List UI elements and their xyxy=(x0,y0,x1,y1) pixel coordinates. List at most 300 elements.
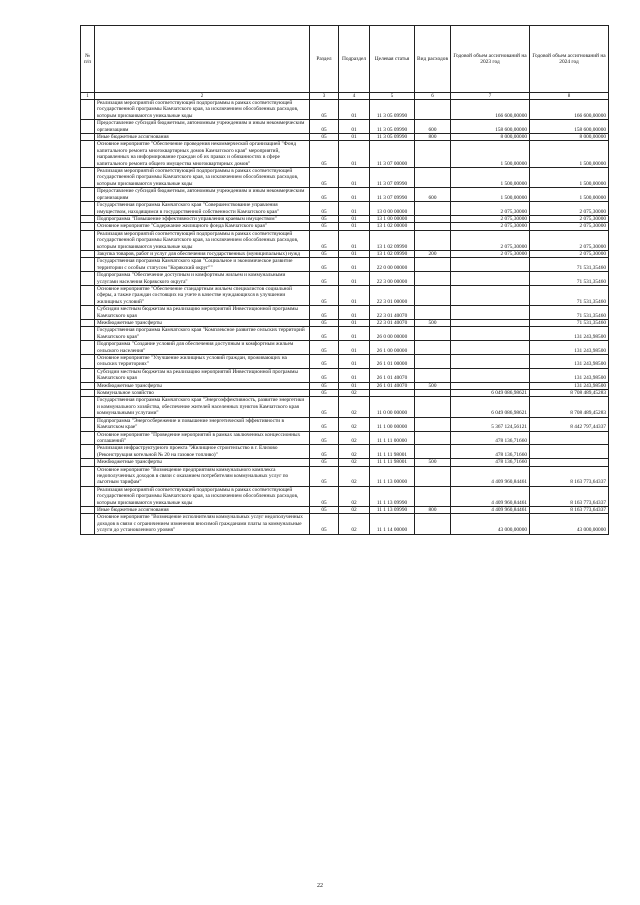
amount-2024-cell: 43 000,00000 xyxy=(530,514,609,534)
podrazdel-cell: 01 xyxy=(339,120,370,134)
target-article-cell: 11 3 07 09990 xyxy=(370,168,415,188)
table-row xyxy=(81,390,609,397)
index-cell xyxy=(81,506,95,513)
podrazdel-cell: 01 xyxy=(339,141,370,168)
target-article-cell: 22 3 01 00000 xyxy=(370,285,415,305)
razdel-cell: 05 xyxy=(310,466,339,486)
razdel-cell: 05 xyxy=(310,223,339,230)
expense-type-cell xyxy=(415,223,451,230)
target-article-cell: 11 1 11 00000 xyxy=(370,431,415,445)
razdel-cell: 05 xyxy=(310,188,339,202)
table-row xyxy=(81,258,609,272)
amount-2023-cell xyxy=(451,285,530,305)
table-row xyxy=(81,100,609,120)
column-number: 1 xyxy=(81,93,95,100)
expense-type-cell xyxy=(415,285,451,305)
razdel-cell: 05 xyxy=(310,202,339,216)
index-cell xyxy=(81,355,95,369)
amount-2023-cell: 478 136,71660 xyxy=(451,445,530,459)
podrazdel-cell: 01 xyxy=(339,306,370,320)
amount-2024-cell xyxy=(530,459,609,466)
expense-type-cell xyxy=(415,417,451,431)
table-row xyxy=(81,445,609,459)
table-row xyxy=(81,355,609,369)
amount-2023-cell: 1 500,00000 xyxy=(451,141,530,168)
amount-2024-cell: 166 600,00000 xyxy=(530,100,609,120)
podrazdel-cell: 01 xyxy=(339,202,370,216)
item-name: Подпрограмма "Энергосбережение и повышение энергетической эффективности в Камчатском крае" xyxy=(95,417,310,431)
index-cell xyxy=(81,397,95,417)
item-name: Основное мероприятие "Возмещение предприятиям коммунального комплекса недополученных доходов в связи с оказанием потребителям коммунальных услуг по льготным тарифам" xyxy=(95,466,310,486)
index-cell xyxy=(81,390,95,397)
index-cell xyxy=(81,445,95,459)
table-row xyxy=(81,223,609,230)
amount-2023-cell: 8 000,00000 xyxy=(451,134,530,141)
razdel-cell: 05 xyxy=(310,355,339,369)
item-name: Подпрограмма "Повышение эффективности управления краевым имуществом" xyxy=(95,215,310,222)
amount-2024-cell: 1 500,00000 xyxy=(530,141,609,168)
podrazdel-cell: 01 xyxy=(339,215,370,222)
table-row xyxy=(81,306,609,320)
expense-type-cell xyxy=(415,215,451,222)
razdel-cell: 05 xyxy=(310,168,339,188)
item-name: Иные бюджетные ассигнования xyxy=(95,506,310,513)
razdel-cell: 05 xyxy=(310,320,339,327)
index-cell xyxy=(81,306,95,320)
target-article-cell: 26 1 01 00000 xyxy=(370,355,415,369)
razdel-cell: 05 xyxy=(310,486,339,506)
amount-2024-cell: 8 163 773,64337 xyxy=(530,466,609,486)
item-name: Основное мероприятие "Возмещение исполнителям коммунальных услуг недополученных доходов в связи с ограничением изменения вносимой гражданами платы за коммунальные услуги до установленного уровня" xyxy=(95,514,310,534)
table-row xyxy=(81,285,609,305)
amount-2024-cell: 8 442 797,44337 xyxy=(530,417,609,431)
expense-type-cell xyxy=(415,100,451,120)
table-row xyxy=(81,431,609,445)
index-cell xyxy=(81,168,95,188)
item-name: Основное мероприятие "Содержание жилищного фонда Камчатского края" xyxy=(95,223,310,230)
item-name: Иные бюджетные ассигнования xyxy=(95,134,310,141)
header-target-article: Целевая статья xyxy=(370,26,415,93)
table-row xyxy=(81,230,609,250)
index-cell xyxy=(81,417,95,431)
amount-2023-cell xyxy=(451,355,530,369)
item-name: Государственная программа Камчатского края "Энергоэффективность, развитие энергетики и коммунального хозяйства, обеспечение жителей населенных пунктов Камчатского края коммунальными услугами" xyxy=(95,397,310,417)
target-article-cell: 11 3 05 09990 xyxy=(370,120,415,134)
podrazdel-cell: 02 xyxy=(339,445,370,459)
razdel-cell: 05 xyxy=(310,250,339,257)
amount-2023-cell xyxy=(451,382,530,389)
budget-table xyxy=(80,25,609,535)
page-number: 22 xyxy=(317,883,323,889)
podrazdel-cell: 02 xyxy=(339,417,370,431)
razdel-cell: 05 xyxy=(310,285,339,305)
target-article-cell: 11 3 07 00000 xyxy=(370,141,415,168)
amount-2023-cell xyxy=(451,272,530,286)
table-row xyxy=(81,368,609,382)
amount-2023-cell xyxy=(451,327,530,341)
amount-2023-cell: 4 409 960,84461 xyxy=(451,506,530,513)
item-name: Межбюджетные трансферты xyxy=(95,459,310,466)
podrazdel-cell: 02 xyxy=(339,397,370,417)
podrazdel-cell: 01 xyxy=(339,223,370,230)
amount-2024-cell: 131 243,98500 xyxy=(530,355,609,369)
index-cell xyxy=(81,202,95,216)
razdel-cell: 05 xyxy=(310,514,339,534)
table-row xyxy=(81,272,609,286)
index-cell xyxy=(81,100,95,120)
table-row xyxy=(81,417,609,431)
target-article-cell: 11 1 11 98001 xyxy=(370,459,415,466)
target-article-cell: 13 1 00 00000 xyxy=(370,215,415,222)
amount-2024-cell: 2 075,30000 xyxy=(530,230,609,250)
amount-2023-cell: 4 409 960,84461 xyxy=(451,486,530,506)
amount-2024-cell: 131 243,98500 xyxy=(530,382,609,389)
target-article-cell: 11 3 05 09990 xyxy=(370,134,415,141)
column-number: 4 xyxy=(339,93,370,100)
table-row xyxy=(81,188,609,202)
expense-type-cell: 600 xyxy=(415,188,451,202)
podrazdel-cell: 02 xyxy=(339,506,370,513)
table-header xyxy=(81,26,609,100)
amount-2024-cell: 8 708 489,45283 xyxy=(530,397,609,417)
index-cell xyxy=(81,134,95,141)
amount-2024-cell xyxy=(530,445,609,459)
index-cell xyxy=(81,258,95,272)
item-name: Закупка товаров, работ и услуг для обеспечения государственных (муниципальных) нужд xyxy=(95,250,310,257)
podrazdel-cell: 01 xyxy=(339,320,370,327)
target-article-cell: 26 1 01 40070 xyxy=(370,368,415,382)
item-name: Межбюджетные трансферты xyxy=(95,382,310,389)
podrazdel-cell: 01 xyxy=(339,368,370,382)
target-article-cell: 22 0 00 00000 xyxy=(370,258,415,272)
index-cell xyxy=(81,382,95,389)
target-article-cell: 13 0 00 00000 xyxy=(370,202,415,216)
razdel-cell: 05 xyxy=(310,431,339,445)
index-cell xyxy=(81,341,95,355)
target-article-cell: 22 3 00 00000 xyxy=(370,272,415,286)
table-row xyxy=(81,202,609,216)
razdel-cell: 05 xyxy=(310,327,339,341)
amount-2023-cell: 2 075,30000 xyxy=(451,215,530,222)
razdel-cell: 05 xyxy=(310,382,339,389)
header-podrazdel: Подраздел xyxy=(339,26,370,93)
podrazdel-cell: 01 xyxy=(339,285,370,305)
target-article-cell: 22 3 01 40070 xyxy=(370,306,415,320)
amount-2024-cell: 71 531,35460 xyxy=(530,320,609,327)
expense-type-cell xyxy=(415,272,451,286)
item-name: Реализация инфраструктурного проекта "Жилищное строительство в г. Елизово (Реконструкция котельной № 20 на газовое топливо)" xyxy=(95,445,310,459)
item-name: Субсидии местным бюджетам на реализацию мероприятий Инвестиционной программы Камчатского края xyxy=(95,306,310,320)
index-cell xyxy=(81,285,95,305)
podrazdel-cell: 02 xyxy=(339,431,370,445)
table-row xyxy=(81,168,609,188)
expense-type-cell xyxy=(415,230,451,250)
table-row xyxy=(81,506,609,513)
podrazdel-cell: 01 xyxy=(339,134,370,141)
expense-type-cell xyxy=(415,202,451,216)
target-article-cell: 13 1 02 00000 xyxy=(370,223,415,230)
header-expense-type: Вид расходов xyxy=(415,26,451,93)
expense-type-cell: 500 xyxy=(415,320,451,327)
podrazdel-cell: 01 xyxy=(339,382,370,389)
item-name: Подпрограмма "Обеспечение доступным и комфортным жильем и коммунальными услугами населения Корякского округа" xyxy=(95,272,310,286)
amount-2023-cell: 158 600,00000 xyxy=(451,120,530,134)
expense-type-cell xyxy=(415,390,451,397)
table-row xyxy=(81,141,609,168)
target-article-cell: 11 1 11 98001 xyxy=(370,445,415,459)
podrazdel-cell: 02 xyxy=(339,466,370,486)
expense-type-cell xyxy=(415,445,451,459)
index-cell xyxy=(81,272,95,286)
razdel-cell: 05 xyxy=(310,306,339,320)
header-razdel: Раздел xyxy=(310,26,339,93)
item-name: Государственная программа Камчатского края "Социальное и экономическое развитие территории с особым статусом "Корякский округ"" xyxy=(95,258,310,272)
index-cell xyxy=(81,459,95,466)
table-row xyxy=(81,134,609,141)
podrazdel-cell: 01 xyxy=(339,250,370,257)
expense-type-cell xyxy=(415,431,451,445)
table-row xyxy=(81,215,609,222)
target-article-cell: 11 1 13 00000 xyxy=(370,466,415,486)
amount-2024-cell: 1 500,00000 xyxy=(530,188,609,202)
podrazdel-cell: 01 xyxy=(339,258,370,272)
amount-2024-cell: 8 708 489,45283 xyxy=(530,390,609,397)
podrazdel-cell: 01 xyxy=(339,341,370,355)
expense-type-cell xyxy=(415,306,451,320)
item-name: Предоставление субсидий бюджетным, автономным учреждениям и иным некоммерческим организациям xyxy=(95,120,310,134)
expense-type-cell: 600 xyxy=(415,120,451,134)
column-number: 7 xyxy=(451,93,530,100)
item-name: Реализация мероприятий соответствующей подпрограммы в рамках соответствующей государственной программы Камчатского края, за исключением обособленных расходов, которым присваиваются уникальные коды xyxy=(95,230,310,250)
amount-2023-cell: 2 075,30000 xyxy=(451,230,530,250)
expense-type-cell: 500 xyxy=(415,459,451,466)
target-article-cell: 11 3 05 09990 xyxy=(370,100,415,120)
item-name: Подпрограмма "Создание условий для обеспечения доступным и комфортным жильем сельского населения" xyxy=(95,341,310,355)
amount-2023-cell: 4 409 960,84461 xyxy=(451,466,530,486)
razdel-cell: 05 xyxy=(310,141,339,168)
table-body xyxy=(81,100,609,535)
target-article-cell: 13 1 02 09990 xyxy=(370,230,415,250)
amount-2024-cell: 8 163 773,64337 xyxy=(530,486,609,506)
podrazdel-cell: 02 xyxy=(339,390,370,397)
amount-2024-cell: 131 243,98500 xyxy=(530,327,609,341)
amount-2024-cell: 71 531,35460 xyxy=(530,285,609,305)
amount-2023-cell xyxy=(451,368,530,382)
razdel-cell: 05 xyxy=(310,230,339,250)
target-article-cell xyxy=(370,390,415,397)
target-article-cell: 11 1 13 09990 xyxy=(370,486,415,506)
item-name: Основное мероприятие "Обеспечение стандартным жильем специалистов социальной сферы, а также граждан состоящих на учете в качестве нуждающихся в улучшении жилищных условий" xyxy=(95,285,310,305)
index-cell xyxy=(81,215,95,222)
amount-2024-cell: 1 500,00000 xyxy=(530,168,609,188)
amount-2024-cell: 71 531,35460 xyxy=(530,306,609,320)
target-article-cell: 22 3 01 40070 xyxy=(370,320,415,327)
podrazdel-cell: 01 xyxy=(339,230,370,250)
column-number-row xyxy=(81,93,609,100)
item-name: Основное мероприятие "Проведение мероприятий в рамках заключенных концессионных соглашений" xyxy=(95,431,310,445)
index-cell xyxy=(81,368,95,382)
expense-type-cell: 800 xyxy=(415,506,451,513)
header-amount-2023: Годовой объем ассигнований на 2023 год xyxy=(451,26,530,93)
target-article-cell: 11 1 00 00000 xyxy=(370,417,415,431)
target-article-cell: 26 1 01 40070 xyxy=(370,382,415,389)
index-cell xyxy=(81,486,95,506)
column-number: 6 xyxy=(415,93,451,100)
podrazdel-cell: 01 xyxy=(339,188,370,202)
target-article-cell: 13 1 02 09990 xyxy=(370,250,415,257)
amount-2024-cell: 8 000,00000 xyxy=(530,134,609,141)
razdel-cell: 05 xyxy=(310,258,339,272)
amount-2023-cell: 5 367 124,56121 xyxy=(451,417,530,431)
razdel-cell: 05 xyxy=(310,100,339,120)
amount-2023-cell: 478 136,71660 xyxy=(451,459,530,466)
index-cell xyxy=(81,466,95,486)
podrazdel-cell: 01 xyxy=(339,355,370,369)
target-article-cell: 11 1 13 09990 xyxy=(370,506,415,513)
podrazdel-cell: 01 xyxy=(339,272,370,286)
table-row xyxy=(81,514,609,534)
column-number: 8 xyxy=(530,93,609,100)
expense-type-cell xyxy=(415,341,451,355)
item-name: Реализация мероприятий соответствующей подпрограммы в рамках соответствующей государственной программы Камчатского края, за исключением обособленных расходов, которым присваиваются уникальные коды xyxy=(95,486,310,506)
index-cell xyxy=(81,230,95,250)
expense-type-cell xyxy=(415,141,451,168)
target-article-cell: 11 1 14 00000 xyxy=(370,514,415,534)
razdel-cell: 05 xyxy=(310,459,339,466)
razdel-cell: 05 xyxy=(310,417,339,431)
podrazdel-cell: 02 xyxy=(339,514,370,534)
header-name: Наименование xyxy=(95,26,310,93)
table-row xyxy=(81,327,609,341)
item-name: Основное мероприятие "Обеспечение проведения некоммерческой организацией "Фонд капитального ремонта многоквартирных домов Камчатского края" мероприятий, направленных на информирование граждан об их правах и обязанностях в сфере капитального ремонта общего имущества многоквартирных домов" xyxy=(95,141,310,168)
amount-2023-cell: 43 000,00000 xyxy=(451,514,530,534)
podrazdel-cell: 02 xyxy=(339,459,370,466)
item-name: Субсидии местным бюджетам на реализацию мероприятий Инвестиционной программы Камчатского края xyxy=(95,368,310,382)
table-row xyxy=(81,120,609,134)
amount-2023-cell xyxy=(451,306,530,320)
item-name: Государственная программа Камчатского края "Комплексное развитие сельских территорий Камчатского края" xyxy=(95,327,310,341)
amount-2023-cell: 6 049 086,98621 xyxy=(451,397,530,417)
amount-2024-cell: 2 075,30000 xyxy=(530,250,609,257)
expense-type-cell xyxy=(415,466,451,486)
razdel-cell: 05 xyxy=(310,341,339,355)
amount-2024-cell: 131 243,98500 xyxy=(530,368,609,382)
amount-2023-cell: 1 500,00000 xyxy=(451,188,530,202)
amount-2024-cell: 158 600,00000 xyxy=(530,120,609,134)
podrazdel-cell: 01 xyxy=(339,327,370,341)
item-name: Реализация мероприятий соответствующей подпрограммы в рамках соответствующей государственной программы Камчатского края, за исключением обособленных расходов, которым присваиваются уникальные коды xyxy=(95,100,310,120)
expense-type-cell xyxy=(415,355,451,369)
razdel-cell: 05 xyxy=(310,506,339,513)
amount-2024-cell xyxy=(530,431,609,445)
column-number: 5 xyxy=(370,93,415,100)
amount-2023-cell: 2 075,30000 xyxy=(451,202,530,216)
amount-2024-cell: 2 075,30000 xyxy=(530,223,609,230)
table-row xyxy=(81,397,609,417)
table-row xyxy=(81,341,609,355)
index-cell xyxy=(81,120,95,134)
expense-type-cell: 800 xyxy=(415,134,451,141)
expense-type-cell xyxy=(415,327,451,341)
index-cell xyxy=(81,327,95,341)
target-article-cell: 26 0 00 00000 xyxy=(370,327,415,341)
item-name: Межбюджетные трансферты xyxy=(95,320,310,327)
header-index: № п/п xyxy=(81,26,95,93)
table-row xyxy=(81,320,609,327)
item-name: Реализация мероприятий соответствующей подпрограммы в рамках соответствующей государственной программы Камчатского края, за исключением обособленных расходов, которым присваиваются уникальные коды xyxy=(95,168,310,188)
index-cell xyxy=(81,188,95,202)
expense-type-cell xyxy=(415,368,451,382)
expense-type-cell xyxy=(415,486,451,506)
razdel-cell: 05 xyxy=(310,215,339,222)
target-article-cell: 11 3 07 09990 xyxy=(370,188,415,202)
razdel-cell: 05 xyxy=(310,445,339,459)
column-number: 3 xyxy=(310,93,339,100)
amount-2023-cell: 478 136,71660 xyxy=(451,431,530,445)
amount-2023-cell: 166 600,00000 xyxy=(451,100,530,120)
razdel-cell: 05 xyxy=(310,272,339,286)
index-cell xyxy=(81,431,95,445)
expense-type-cell: 500 xyxy=(415,382,451,389)
item-name: Основное мероприятие "Улучшение жилищных условий граждан, проживающих на сельских территориях" xyxy=(95,355,310,369)
amount-2024-cell: 8 163 773,64337 xyxy=(530,506,609,513)
expense-type-cell: 200 xyxy=(415,250,451,257)
expense-type-cell xyxy=(415,397,451,417)
table-row xyxy=(81,250,609,257)
expense-type-cell xyxy=(415,258,451,272)
podrazdel-cell: 02 xyxy=(339,486,370,506)
amount-2024-cell: 2 075,30000 xyxy=(530,215,609,222)
amount-2024-cell: 131 243,98500 xyxy=(530,341,609,355)
amount-2023-cell xyxy=(451,258,530,272)
amount-2023-cell: 6 049 086,98621 xyxy=(451,390,530,397)
expense-type-cell xyxy=(415,514,451,534)
table-row xyxy=(81,466,609,486)
table-row xyxy=(81,382,609,389)
index-cell xyxy=(81,141,95,168)
index-cell xyxy=(81,250,95,257)
target-article-cell: 26 1 00 00000 xyxy=(370,341,415,355)
header-row xyxy=(81,26,609,93)
item-name: Коммунальное хозяйство xyxy=(95,390,310,397)
header-amount-2024: Годовой объем ассигнований на 2024 год xyxy=(530,26,609,93)
razdel-cell: 05 xyxy=(310,134,339,141)
razdel-cell: 05 xyxy=(310,368,339,382)
razdel-cell: 05 xyxy=(310,120,339,134)
razdel-cell: 05 xyxy=(310,390,339,397)
index-cell xyxy=(81,514,95,534)
amount-2023-cell xyxy=(451,341,530,355)
amount-2024-cell: 71 531,35460 xyxy=(530,258,609,272)
item-name: Предоставление субсидий бюджетным, автономным учреждениям и иным некоммерческим организациям xyxy=(95,188,310,202)
table-row xyxy=(81,486,609,506)
amount-2024-cell: 71 531,35460 xyxy=(530,272,609,286)
amount-2023-cell xyxy=(451,320,530,327)
razdel-cell: 05 xyxy=(310,397,339,417)
column-number: 2 xyxy=(95,93,310,100)
amount-2023-cell: 1 500,00000 xyxy=(451,168,530,188)
podrazdel-cell: 01 xyxy=(339,168,370,188)
table-row xyxy=(81,459,609,466)
amount-2024-cell: 2 075,30000 xyxy=(530,202,609,216)
item-name: Государственная программа Камчатского края "Совершенствование управления имуществом, находящимся в государственной собственности Камчатского края" xyxy=(95,202,310,216)
index-cell xyxy=(81,320,95,327)
target-article-cell: 11 0 00 00000 xyxy=(370,397,415,417)
amount-2023-cell: 2 075,30000 xyxy=(451,250,530,257)
expense-type-cell xyxy=(415,168,451,188)
podrazdel-cell: 01 xyxy=(339,100,370,120)
index-cell xyxy=(81,223,95,230)
